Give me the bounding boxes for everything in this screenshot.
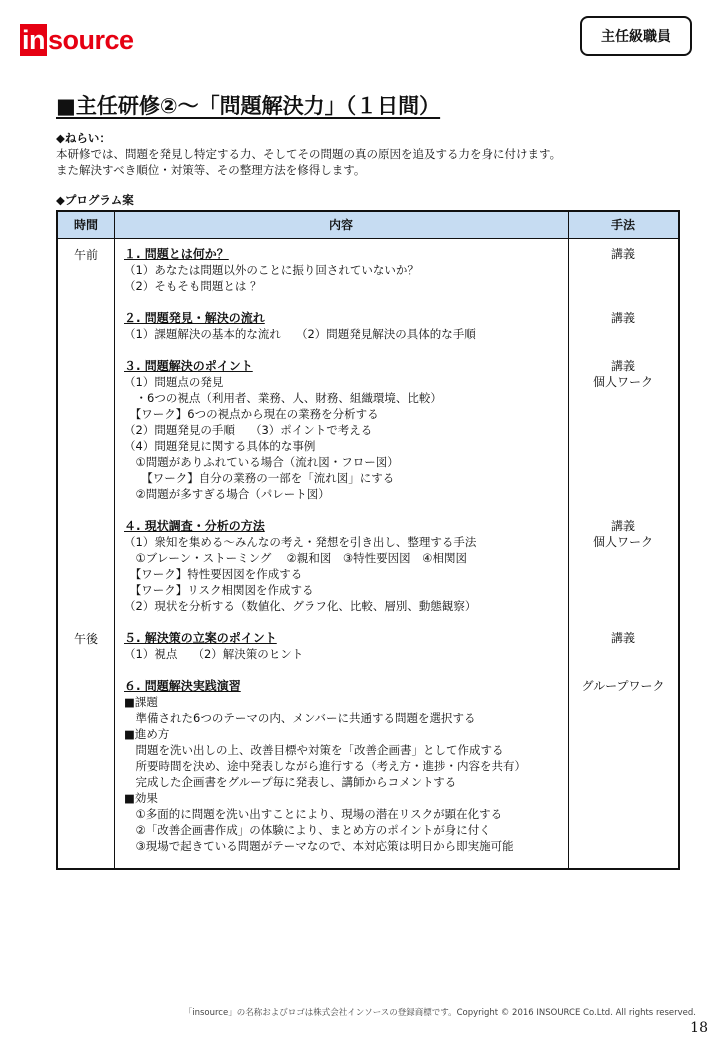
section-line: 【ワーク】特性要因図を作成する (124, 567, 303, 581)
section-line: 問題を洗い出しの上、改善目標や対策を「改善企画書」として作成する (124, 743, 504, 757)
column-divider (114, 212, 115, 868)
section-line: 【ワーク】6つの視点から現在の業務を分析する (124, 407, 379, 421)
section-line: （1）問題点の発見 (124, 375, 224, 389)
page-title: ■主任研修②～「問題解決力」（１日間） (56, 94, 441, 118)
section-line: 準備された6つのテーマの内、メンバーに共通する問題を選択する (124, 711, 476, 725)
section-title: ４. 現状調査・分析の方法 (124, 519, 265, 533)
section-line: （2）問題発見の手順 （3）ポイントで考える (124, 423, 373, 437)
page-number: 18 (690, 1020, 708, 1036)
logo-rest-text: source (48, 24, 134, 55)
section-5 (124, 630, 560, 662)
table-header (58, 212, 678, 239)
section-line: （2）そもそも問題とは ？ (124, 279, 262, 293)
section-line: ②「改善企画書作成」の体験により、まとめ方のポイントが身に付く (124, 823, 491, 837)
section-4 (124, 518, 560, 614)
section-title: ３. 問題解決のポイント (124, 359, 253, 373)
aim-line: 本研修では、問題を発見し特定する力、そしてその問題の真の原因を追及する力を身に付けます。 (56, 147, 562, 161)
program-heading: ◆プログラム案 (56, 193, 134, 207)
header-method: 手法 (610, 218, 635, 232)
section-line: ■課題 (124, 695, 158, 709)
method-6 (568, 678, 678, 694)
section-line: ①問題がありふれている場合（流れ図・フロー図） (124, 455, 399, 469)
method-1 (568, 246, 678, 262)
section-title: １. 問題とは何か？ (124, 247, 229, 261)
method-4 (568, 518, 678, 550)
section-line: ②問題が多すぎる場合（パレート図） (124, 487, 330, 501)
section-6 (124, 678, 560, 854)
aim-line: また解決すべき順位・対策等、その整理方法を修得します。 (56, 163, 366, 177)
section-line: ・6つの視点（利用者、業務、人、財務、組織環境、比較） (124, 391, 442, 405)
method-label: 講義 (610, 247, 635, 261)
section-line: （1）課題解決の基本的な流れ （2）問題発見解決の具体的な手順 (124, 327, 476, 341)
method-label: 講義 (610, 519, 635, 533)
section-2 (124, 310, 560, 342)
section-line: ①多面的に問題を洗い出すことにより、現場の潜在リスクが顕在化する (124, 807, 503, 821)
section-line: ①ブレーン・ストーミング ②親和図 ③特性要因図 ④相関図 (124, 551, 467, 565)
copyright-footer: 「insource」の名称およびロゴは株式会社インソースの登録商標です。Copyright © 2016 INSOURCE Co.Ltd. All rights reserved. (183, 1008, 696, 1018)
section-3 (124, 358, 560, 502)
method-3 (568, 358, 678, 390)
time-am: 午前 (73, 248, 98, 262)
section-1 (124, 246, 560, 294)
target-badge: 主任級職員 (580, 16, 692, 56)
section-title: ５. 解決策の立案のポイント (124, 631, 277, 645)
time-pm: 午後 (73, 632, 98, 646)
method-label: 個人ワーク (592, 375, 653, 389)
aim-heading: ◆ねらい： (56, 131, 111, 145)
method-5 (568, 630, 678, 646)
aim-text (56, 146, 561, 178)
section-line: ■効果 (124, 791, 158, 805)
logo-boxed-text: in (22, 25, 45, 55)
method-label: 講義 (610, 631, 635, 645)
section-title: ２. 問題発見・解決の流れ (124, 311, 265, 325)
section-line: 【ワーク】リスク相関図を作成する (124, 583, 314, 597)
method-label: 講義 (610, 359, 635, 373)
method-label: 講義 (610, 311, 635, 325)
section-line: ■進め方 (124, 727, 170, 741)
section-line: （1）あなたは問題以外のことに振り回されていないか？ (124, 263, 419, 277)
section-line: 所要時間を決め、途中発表しながら進行する（考え方・進捗・内容を共有） (124, 759, 527, 773)
section-title: ６. 問題解決実践演習 (124, 679, 241, 693)
section-line: （1）視点 （2）解決策のヒント (124, 647, 304, 661)
method-2 (568, 310, 678, 326)
section-line: （1）衆知を集める～みんなの考え・発想を引き出し、整理する手法 (124, 535, 477, 549)
section-line: （2）現状を分析する（数値化、グラフ化、比較、層別、動態観察） (124, 599, 477, 613)
section-line: 【ワーク】自分の業務の一部を「流れ図」にする (124, 471, 395, 485)
section-line: ③現場で起きている問題がテーマなので、本対応策は明日から即実施可能 (124, 839, 514, 853)
header-time: 時間 (73, 218, 98, 232)
program-table (56, 210, 680, 870)
section-line: （4）問題発見に関する具体的な事例 (124, 439, 316, 453)
section-line: 完成した企画書をグループ毎に発表し、講師からコメントする (124, 775, 457, 789)
method-label: グループワーク (581, 679, 665, 693)
header-content: 内容 (328, 218, 353, 232)
method-label: 個人ワーク (592, 535, 653, 549)
insource-logo (20, 24, 134, 56)
